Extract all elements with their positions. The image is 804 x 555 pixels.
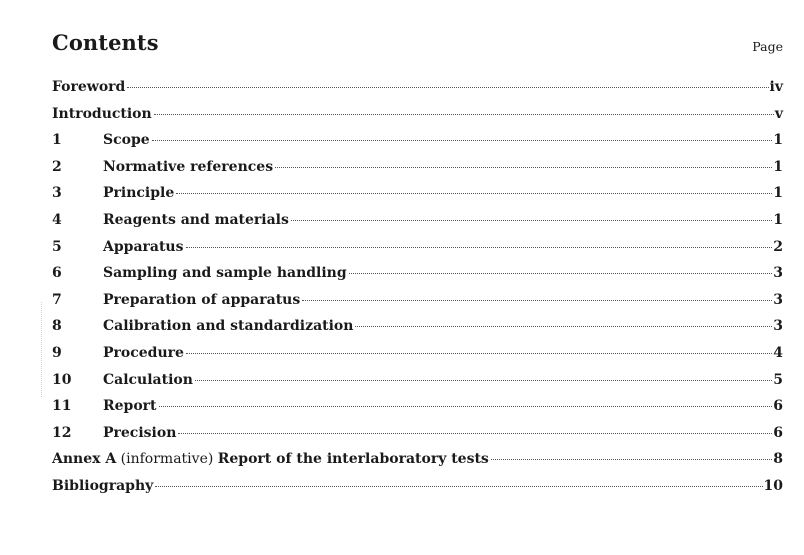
toc-entry-page: 10	[763, 477, 783, 494]
toc-entry-label: Procedure	[103, 344, 184, 361]
margin-watermark-mark	[41, 302, 43, 397]
toc-entry-apparatus[interactable]	[52, 239, 783, 266]
page-column-label: Page	[752, 39, 783, 54]
toc-entry-label: Report	[103, 398, 157, 415]
dot-leader	[291, 220, 772, 221]
toc-entry-label: Precision	[103, 424, 177, 441]
table-of-contents	[52, 79, 783, 505]
toc-entry-number: 6	[52, 265, 62, 282]
annex-prefix: Annex A	[52, 451, 117, 468]
dot-leader	[302, 300, 772, 301]
toc-entry-calibration-and-standardization[interactable]	[52, 318, 783, 345]
contents-page	[52, 0, 783, 555]
toc-entry-label: Report of the interlaboratory tests	[217, 451, 489, 468]
toc-entry-label: Apparatus	[103, 238, 184, 255]
toc-entry-label: Scope	[103, 132, 150, 149]
toc-entry-number: 11	[52, 398, 72, 415]
dot-leader	[195, 380, 772, 381]
toc-entry-page: 6	[773, 424, 783, 441]
dot-leader	[159, 406, 773, 407]
page-title: Contents	[52, 30, 159, 55]
toc-entry-number: 4	[52, 211, 62, 228]
dot-leader	[186, 353, 772, 354]
toc-entry-precision[interactable]	[52, 425, 783, 452]
dot-leader	[152, 140, 773, 141]
toc-entry-sampling-and-sample-handling[interactable]	[52, 265, 783, 292]
dot-leader	[349, 273, 773, 274]
dot-leader	[155, 486, 762, 487]
toc-entry-label: Principle	[103, 185, 175, 202]
toc-entry-procedure[interactable]	[52, 345, 783, 372]
dot-leader	[491, 459, 772, 460]
toc-entry-scope[interactable]	[52, 132, 783, 159]
toc-entry-page: 1	[773, 158, 783, 175]
dot-leader	[127, 87, 768, 88]
dot-leader	[178, 433, 772, 434]
toc-entry-number: 2	[52, 158, 62, 175]
toc-entry-label: Introduction	[52, 105, 152, 122]
dot-leader	[154, 114, 774, 115]
toc-entry-number: 5	[52, 238, 62, 255]
toc-entry-label: Reagents and materials	[103, 211, 289, 228]
toc-entry-page: 8	[773, 451, 783, 468]
toc-entry-page: 3	[773, 318, 783, 335]
annex-informative-tag: (informative)	[120, 451, 214, 468]
toc-entry-preparation-of-apparatus[interactable]	[52, 292, 783, 319]
toc-entry-introduction[interactable]	[52, 106, 783, 133]
toc-entry-page: iv	[769, 79, 783, 95]
toc-entry-number: 9	[52, 344, 62, 361]
toc-entry-foreword[interactable]	[52, 79, 783, 106]
toc-entry-page: 4	[773, 344, 783, 361]
toc-entry-number: 8	[52, 318, 62, 335]
toc-entry-page: 3	[773, 291, 783, 308]
toc-entry-page: 6	[773, 398, 783, 415]
toc-entry-normative-references[interactable]	[52, 159, 783, 186]
toc-entry-label: Sampling and sample handling	[103, 265, 347, 282]
toc-entry-number: 1	[52, 132, 62, 149]
toc-entry-page: 2	[773, 238, 783, 255]
toc-entry-page: 5	[773, 371, 783, 388]
dot-leader	[176, 193, 772, 194]
toc-entry-page: 1	[773, 132, 783, 149]
toc-entry-calculation[interactable]	[52, 372, 783, 399]
toc-entry-page: 3	[773, 265, 783, 282]
toc-entry-number: 7	[52, 291, 62, 308]
toc-entry-label: Calibration and standardization	[103, 318, 354, 335]
toc-entry-number: 3	[52, 185, 62, 202]
toc-entry-bibliography[interactable]	[52, 478, 783, 505]
toc-entry-label: Preparation of apparatus	[103, 291, 301, 308]
toc-entry-label: Foreword	[52, 79, 126, 95]
toc-entry-number: 12	[52, 424, 72, 441]
dot-leader	[355, 326, 772, 327]
dot-leader	[186, 247, 773, 248]
toc-entry-label: Bibliography	[52, 477, 154, 494]
toc-entry-label: Normative references	[103, 158, 274, 175]
toc-entry-principle[interactable]	[52, 185, 783, 212]
toc-entry-annex-a[interactable]	[52, 451, 783, 478]
toc-entry-number: 10	[52, 371, 72, 388]
toc-entry-page: 1	[773, 211, 783, 228]
toc-entry-page: 1	[773, 185, 783, 202]
toc-entry-report[interactable]	[52, 398, 783, 425]
toc-entry-page: v	[774, 105, 783, 122]
toc-entry-reagents-and-materials[interactable]	[52, 212, 783, 239]
toc-entry-label: Calculation	[103, 371, 193, 388]
dot-leader	[275, 167, 772, 168]
